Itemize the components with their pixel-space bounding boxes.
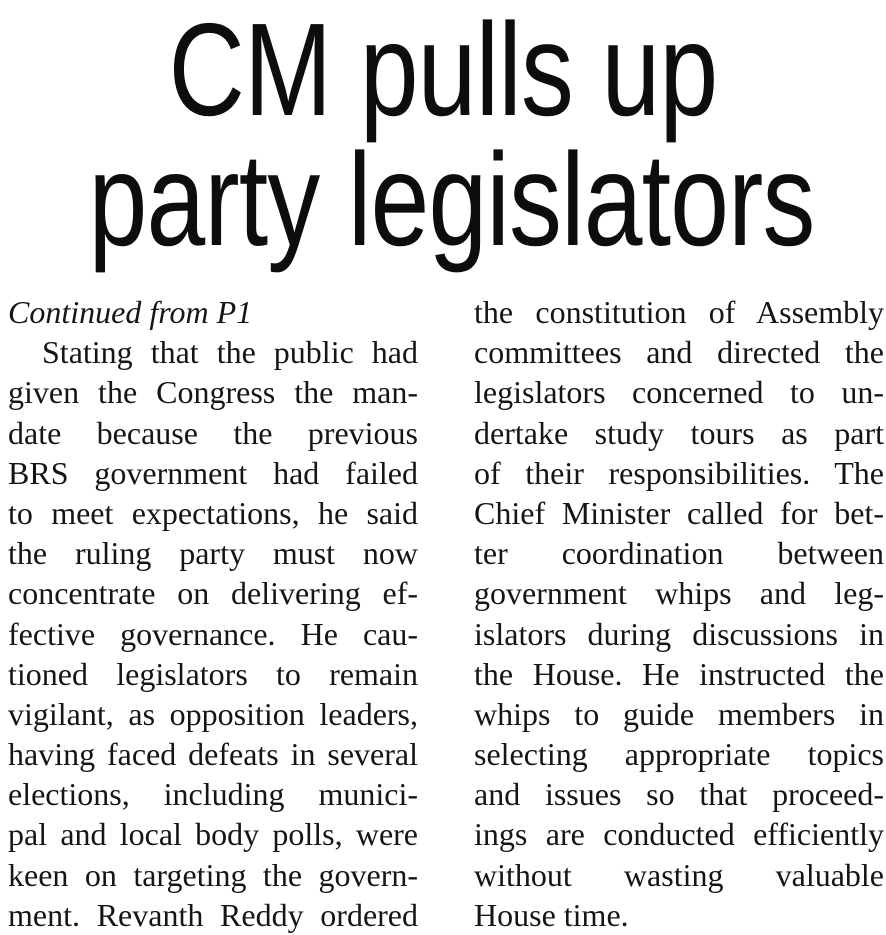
text-line: and issues so that proceed- bbox=[474, 776, 884, 813]
text-line: the House. He instructed the bbox=[474, 655, 884, 692]
text-line: ment. Revanth Reddy ordered bbox=[8, 896, 418, 933]
text-line: legislators concerned to un- bbox=[474, 374, 884, 411]
text-line: vigilant, as opposition leaders, bbox=[8, 695, 418, 732]
left-column bbox=[8, 292, 418, 935]
text-line: selecting appropriate topics bbox=[474, 736, 884, 773]
text-line: pal and local body polls, were bbox=[8, 816, 418, 853]
text-line: given the Congress the man- bbox=[8, 374, 418, 411]
text-line: government whips and leg- bbox=[474, 575, 884, 612]
text-line: concentrate on delivering ef- bbox=[8, 575, 418, 612]
headline-line-2: party legislators bbox=[88, 126, 815, 273]
text-line: whips to guide members in bbox=[474, 695, 884, 732]
text-line: fective governance. He cau- bbox=[8, 615, 418, 652]
continued-note: Continued from P1 bbox=[8, 294, 253, 330]
text-line: ings are conducted efficiently bbox=[474, 816, 884, 853]
text-line: Stating that the public had bbox=[42, 334, 418, 371]
right-column bbox=[474, 292, 884, 935]
text-line: islators during discussions in bbox=[474, 615, 884, 652]
text-line: date because the previous bbox=[8, 414, 418, 451]
text-line: of their responsibilities. The bbox=[474, 454, 884, 491]
text-line: ter coordination between bbox=[474, 535, 884, 572]
text-line: committees and directed the bbox=[474, 334, 884, 371]
text-line: Chief Minister called for bet- bbox=[474, 494, 884, 531]
headline bbox=[0, 0, 886, 290]
text-line: to meet expectations, he said bbox=[8, 494, 418, 531]
text-line: tioned legislators to remain bbox=[8, 655, 418, 692]
text-line: without wasting valuable bbox=[474, 856, 884, 893]
text-line: having faced defeats in several bbox=[8, 736, 418, 773]
headline-line-1: CM pulls up bbox=[168, 0, 718, 143]
text-line: BRS government had failed bbox=[8, 454, 418, 491]
text-line: elections, including munici- bbox=[8, 776, 418, 813]
text-line: dertake study tours as part bbox=[474, 414, 884, 451]
article-body bbox=[0, 292, 886, 933]
text-line: the constitution of Assembly bbox=[474, 294, 884, 330]
text-line: the ruling party must now bbox=[8, 535, 418, 572]
text-line: House time. bbox=[474, 896, 629, 933]
text-line: keen on targeting the govern- bbox=[8, 856, 418, 893]
